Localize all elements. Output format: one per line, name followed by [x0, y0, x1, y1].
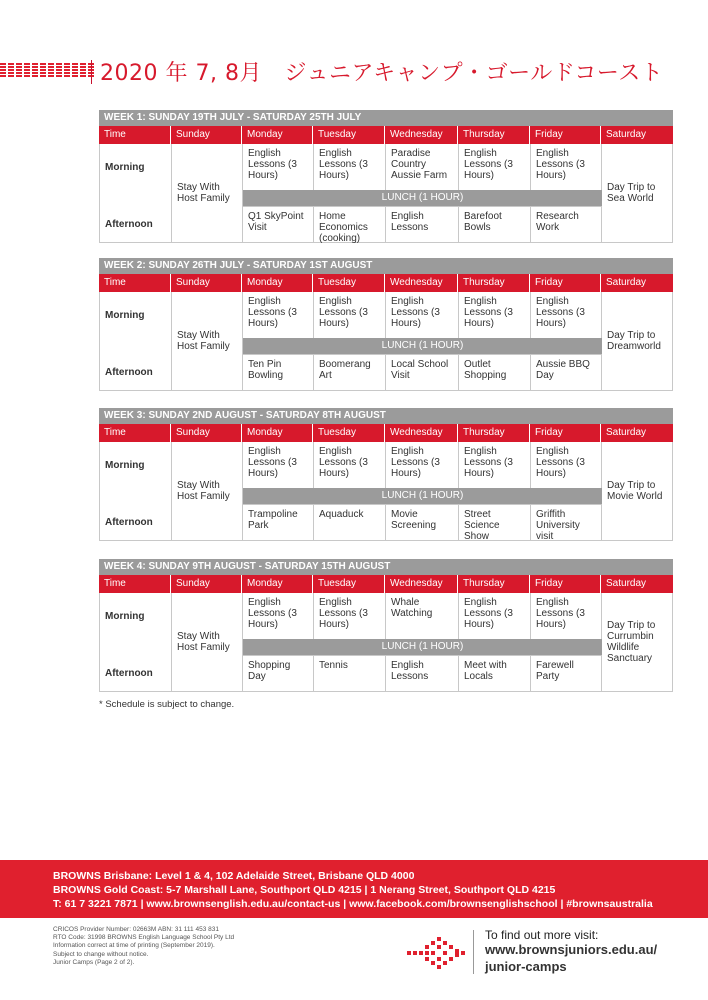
afternoon-activity: English Lessons [386, 206, 459, 242]
afternoon-activity: Aussie BBQ Day [531, 354, 602, 390]
column-header: Saturday [606, 277, 647, 288]
afternoon-activity: Trampoline Park [243, 504, 314, 540]
column-header: Saturday [606, 129, 647, 140]
morning-activity: English Lessons (3 Hours) [459, 442, 531, 488]
morning-activity: English Lessons (3 Hours) [459, 292, 531, 338]
lunch-bar: LUNCH (1 HOUR) [243, 488, 602, 504]
lunch-bar: LUNCH (1 HOUR) [243, 338, 602, 354]
afternoon-activity: Street Science Show [459, 504, 531, 540]
fine-print-line: RTO Code: 31998 BROWNS English Language School Pty Ltd [53, 934, 235, 942]
afternoon-activity: Ten Pin Bowling [243, 354, 314, 390]
week-title: WEEK 2: SUNDAY 26TH JULY - SATURDAY 1ST AUGUST [99, 258, 673, 274]
column-header: Time [99, 575, 171, 593]
week-title: WEEK 3: SUNDAY 2ND AUGUST - SATURDAY 8TH AUGUST [99, 408, 673, 424]
morning-activity: English Lessons (3 Hours) [531, 593, 602, 639]
column-header: Sunday [171, 274, 242, 292]
column-header: Thursday [458, 575, 530, 593]
morning-activity: English Lessons (3 Hours) [243, 144, 314, 190]
footer-contact-links[interactable]: T: 61 7 3221 7871 | www.brownsenglish.edu.au/contact-us | www.facebook.com/brownsenglishschool | #brownsaustralia [53, 898, 653, 910]
afternoon-label: Afternoon [100, 206, 172, 242]
column-header: Tuesday [313, 126, 385, 144]
morning-activity: Paradise Country Aussie Farm [386, 144, 459, 190]
footer-address-brisbane: BROWNS Brisbane: Level 1 & 4, 102 Adelaide Street, Brisbane QLD 4000 [53, 870, 415, 882]
fine-print-line: Information correct at time of printing (September 2019). [53, 942, 215, 950]
column-header: Time [99, 126, 171, 144]
afternoon-label: Afternoon [100, 655, 172, 691]
column-header: Wednesday [385, 424, 458, 442]
week-schedule-table [99, 408, 673, 541]
column-header: Tuesday [313, 424, 385, 442]
column-header: Wednesday [385, 274, 458, 292]
morning-activity: English Lessons (3 Hours) [314, 292, 386, 338]
column-header: Thursday [458, 274, 530, 292]
week-schedule-table [99, 559, 673, 692]
column-header: Sunday [171, 424, 242, 442]
cta-url-line[interactable]: www.brownsjuniors.edu.au/ [485, 942, 658, 957]
afternoon-label: Afternoon [100, 354, 172, 390]
header-decoration [0, 63, 94, 77]
cta-url-line[interactable]: junior-camps [485, 959, 567, 974]
afternoon-activity: English Lessons [386, 655, 459, 691]
column-header: Friday [530, 126, 601, 144]
morning-label: Morning [100, 442, 172, 488]
column-header-row [99, 126, 673, 144]
week-schedule-table [99, 110, 673, 243]
column-header: Saturday [606, 427, 647, 438]
week-grid [99, 442, 673, 541]
week-grid [99, 593, 673, 692]
column-header: Tuesday [313, 274, 385, 292]
afternoon-activity: Outlet Shopping [459, 354, 531, 390]
morning-activity: English Lessons (3 Hours) [459, 144, 531, 190]
morning-activity: English Lessons (3 Hours) [386, 442, 459, 488]
week-schedule-table [99, 258, 673, 391]
column-header: Sunday [171, 575, 242, 593]
saturday-cell: Day Trip to Movie World [607, 480, 663, 502]
column-header: Saturday [606, 578, 647, 589]
afternoon-activity: Home Economics (cooking) [314, 206, 386, 242]
column-header: Tuesday [313, 575, 385, 593]
column-header-row [99, 424, 673, 442]
morning-activity: English Lessons (3 Hours) [243, 593, 314, 639]
column-header: Time [99, 424, 171, 442]
column-header: Thursday [458, 126, 530, 144]
title-divider [91, 60, 92, 84]
afternoon-activity: Local School Visit [386, 354, 459, 390]
schedule-note: * Schedule is subject to change. [99, 699, 235, 710]
column-header-row [99, 274, 673, 292]
morning-activity: English Lessons (3 Hours) [531, 144, 602, 190]
footer-address-goldcoast: BROWNS Gold Coast: 5-7 Marshall Lane, Southport QLD 4215 | 1 Nerang Street, Southport QLD 4215 [53, 884, 556, 896]
column-header: Friday [530, 575, 601, 593]
afternoon-activity: Farewell Party [531, 655, 602, 691]
morning-activity: English Lessons (3 Hours) [243, 442, 314, 488]
page-title: 2020 年 7, 8月 ジュニアキャンプ・ゴールドコースト [100, 61, 664, 86]
column-header: Monday [242, 126, 313, 144]
morning-activity: English Lessons (3 Hours) [531, 442, 602, 488]
morning-label: Morning [100, 292, 172, 338]
sunday-cell: Stay With Host Family [172, 442, 243, 540]
column-header: Friday [530, 424, 601, 442]
sunday-cell: Stay With Host Family [172, 144, 243, 242]
afternoon-activity: Movie Screening [386, 504, 459, 540]
column-header: Monday [242, 274, 313, 292]
column-header-row [99, 575, 673, 593]
afternoon-activity: Griffith University visit [531, 504, 602, 540]
morning-label: Morning [100, 144, 172, 190]
morning-activity: English Lessons (3 Hours) [314, 144, 386, 190]
browns-arrow-logo-icon [407, 937, 465, 971]
column-header: Wednesday [385, 575, 458, 593]
week-title: WEEK 1: SUNDAY 19TH JULY - SATURDAY 25TH JULY [99, 110, 673, 126]
fine-print [53, 926, 234, 967]
afternoon-activity: Q1 SkyPoint Visit [243, 206, 314, 242]
saturday-cell: Day Trip to Currumbin Wildlife Sanctuary [607, 620, 656, 664]
fine-print-line: Subject to change without notice. [53, 950, 149, 958]
column-header: Wednesday [385, 126, 458, 144]
fine-print-line: Junior Camps (Page 2 of 2). [53, 958, 135, 966]
sunday-cell: Stay With Host Family [172, 593, 243, 691]
afternoon-activity: Research Work [531, 206, 602, 242]
morning-activity: English Lessons (3 Hours) [314, 593, 386, 639]
saturday-cell: Day Trip to Sea World [607, 182, 656, 204]
column-header: Friday [530, 274, 601, 292]
afternoon-activity: Barefoot Bowls [459, 206, 531, 242]
morning-activity: English Lessons (3 Hours) [386, 292, 459, 338]
cta-divider [473, 930, 474, 974]
morning-activity: English Lessons (3 Hours) [243, 292, 314, 338]
afternoon-activity: Tennis [314, 655, 386, 691]
week-grid [99, 144, 673, 243]
cta-lead: To find out more visit: [485, 928, 599, 942]
column-header: Thursday [458, 424, 530, 442]
column-header: Sunday [171, 126, 242, 144]
morning-activity: English Lessons (3 Hours) [459, 593, 531, 639]
lunch-bar: LUNCH (1 HOUR) [243, 190, 602, 206]
afternoon-activity: Boomerang Art [314, 354, 386, 390]
sunday-cell: Stay With Host Family [172, 292, 243, 390]
week-grid [99, 292, 673, 391]
morning-label: Morning [100, 593, 172, 639]
column-header: Monday [242, 575, 313, 593]
column-header: Time [99, 274, 171, 292]
afternoon-activity: Aquaduck [314, 504, 386, 540]
fine-print-line: CRICOS Provider Number: 02663M ABN: 31 111 453 831 [53, 926, 219, 933]
cta-url[interactable] [485, 941, 657, 975]
morning-activity: Whale Watching [386, 593, 459, 639]
afternoon-label: Afternoon [100, 504, 172, 540]
morning-activity: English Lessons (3 Hours) [314, 442, 386, 488]
afternoon-activity: Meet with Locals [459, 655, 531, 691]
week-title: WEEK 4: SUNDAY 9TH AUGUST - SATURDAY 15TH AUGUST [99, 559, 673, 575]
footer-bar [0, 860, 708, 918]
afternoon-activity: Shopping Day [243, 655, 314, 691]
morning-activity: English Lessons (3 Hours) [531, 292, 602, 338]
column-header: Monday [242, 424, 313, 442]
lunch-bar: LUNCH (1 HOUR) [243, 639, 602, 655]
saturday-cell: Day Trip to Dreamworld [607, 330, 661, 352]
